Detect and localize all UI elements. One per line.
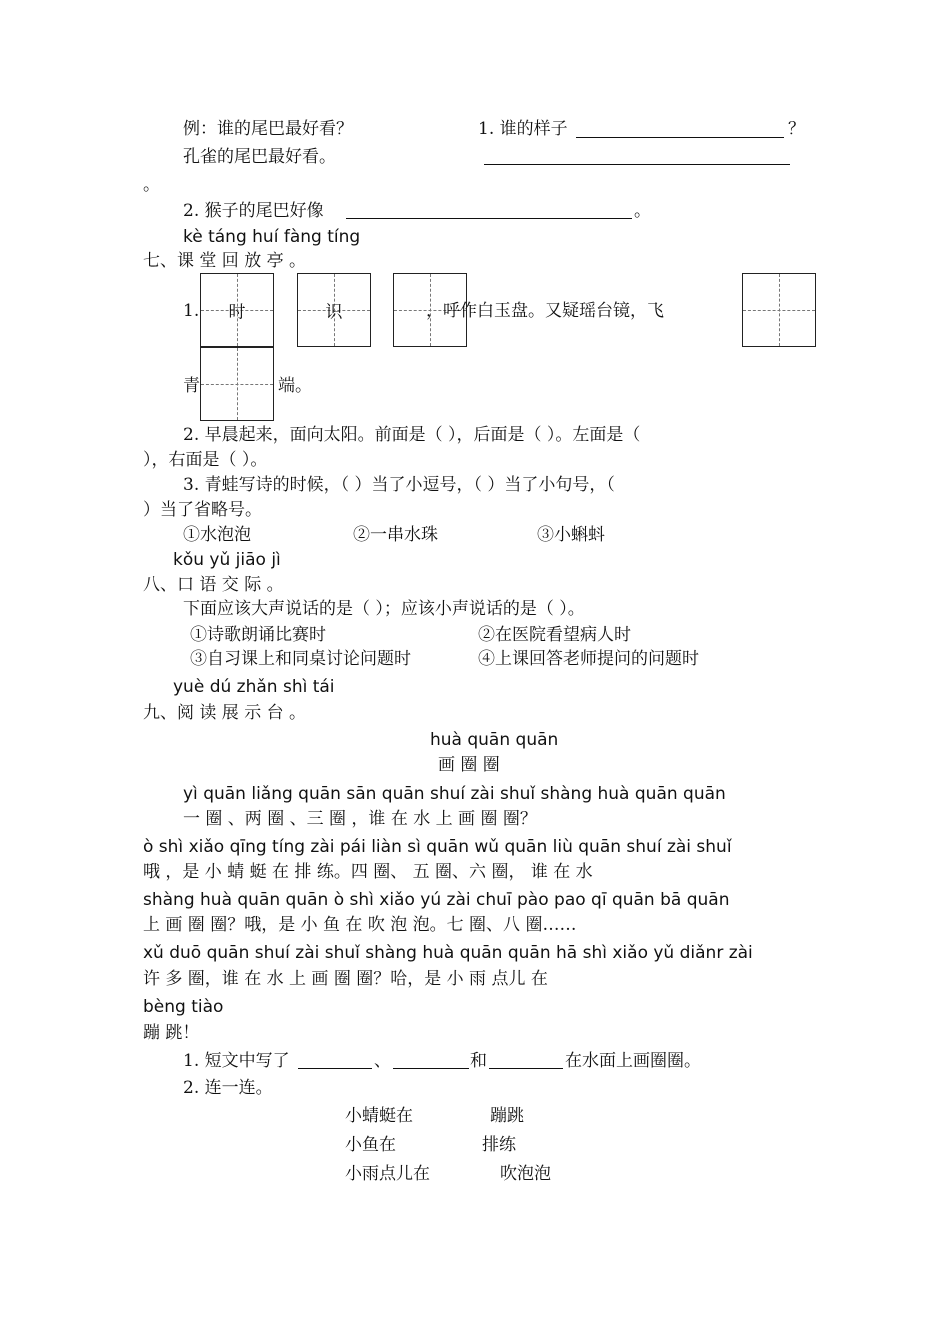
speaking-option-4: ④上课回答老师提问的问题时 [478, 649, 699, 669]
reading-blank-2[interactable] [393, 1068, 469, 1069]
section-8-heading: 八、口 语 交 际 。 [143, 575, 284, 595]
story-pinyin-2: ò shì xiǎo qīng tíng zài pái liàn sì quān wǔ quān liù quān shuí zài shuǐ [143, 837, 732, 857]
poem-line2-end: 端。 [278, 376, 312, 396]
option-3: ③小蝌蚪 [537, 525, 605, 545]
answer-blank-1[interactable] [576, 137, 784, 138]
story-pinyin-1: yì quān liǎng quān sān quān shuí zài shuǐ shàng huà quān quān [183, 784, 726, 804]
story-title-pinyin: huà quān quān [430, 730, 559, 750]
answer-blank-1b[interactable] [484, 164, 790, 165]
answer-blank-2[interactable] [346, 218, 632, 219]
example-answer: 孔雀的尾巴最好看。 [183, 147, 336, 167]
question-sunrise-line2: ），右面是（ ）。 [143, 450, 268, 470]
section-9-heading: 九、阅 读 展 示 台 。 [143, 703, 307, 723]
reading-question-1-prefix: 1. 短文中写了 [183, 1051, 290, 1071]
match-right-1[interactable]: 蹦跳 [490, 1106, 524, 1126]
speaking-option-1: ①诗歌朗诵比赛时 [190, 625, 326, 645]
poem-line2-start: 青 [183, 376, 200, 396]
reading-question-2: 2. 连一连。 [183, 1078, 273, 1098]
question-2-prefix: 2. 猴子的尾巴好像 [183, 201, 324, 221]
speaking-option-3: ③自习课上和同桌讨论问题时 [190, 649, 411, 669]
writing-box-2-char: 识 [325, 302, 343, 323]
match-left-3[interactable]: 小雨点儿在 [345, 1164, 430, 1184]
match-right-3[interactable]: 吹泡泡 [500, 1164, 551, 1184]
reading-question-1-sep1: 、 [374, 1051, 391, 1071]
reading-blank-3[interactable] [489, 1068, 563, 1069]
reading-question-1-suffix: 在水面上画圈圈。 [565, 1051, 701, 1071]
writing-box-1-char: 时 [228, 302, 246, 323]
question-1-prefix: 1. 谁的样子 [478, 119, 568, 139]
section-9-pinyin: yuè dú zhǎn shì tái [173, 677, 335, 697]
story-text-3: 上 画 圈 圈？哦，是 小 鱼 在 吹 泡 泡。七 圈、八 圈…… [143, 915, 577, 935]
speaking-option-2: ②在医院看望病人时 [478, 625, 631, 645]
question-1-suffix: ？ [788, 119, 805, 139]
reading-question-1-sep2: 和 [470, 1051, 487, 1071]
story-text-4: 许 多 圈，谁 在 水 上 画 圈 圈？哈，是 小 雨 点儿 在 [143, 969, 548, 989]
section-8-pinyin: kǒu yǔ jiāo jì [173, 550, 281, 570]
option-2: ②一串水珠 [353, 525, 438, 545]
story-text-5: 蹦 跳！ [143, 1023, 200, 1043]
writing-box-4[interactable] [742, 273, 816, 347]
match-left-1[interactable]: 小蜻蜓在 [345, 1106, 413, 1126]
story-text-2: 哦 ，是 小 蜻 蜓 在 排 练。四 圈、 五 圈、六 圈， 谁 在 水 [143, 862, 593, 882]
match-left-2[interactable]: 小鱼在 [345, 1135, 396, 1155]
stray-period: 。 [143, 175, 160, 195]
story-pinyin-4: xǔ duō quān shuí zài shuǐ shàng huà quān quān hā shì xiǎo yǔ diǎnr zài [143, 943, 753, 963]
example-question: 例：谁的尾巴最好看？ [183, 119, 353, 139]
writing-box-1[interactable] [200, 273, 274, 347]
poem-middle-text: ，呼作白玉盘。又疑瑶台镜，飞 [426, 301, 664, 321]
match-right-2[interactable]: 排练 [482, 1135, 516, 1155]
story-title: 画 圈 圈 [438, 755, 500, 775]
story-text-1: 一 圈 、两 圈 、三 圈 ，谁 在 水 上 画 圈 圈？ [183, 809, 537, 829]
question-frog-line1: 3. 青蛙写诗的时候，（ ）当了小逗号，（ ）当了小句号，（ [183, 475, 615, 495]
story-pinyin-5: bèng tiào [143, 997, 224, 1017]
question-sunrise-line1: 2. 早晨起来，面向太阳。前面是（ ），后面是（ ）。左面是（ [183, 425, 641, 445]
speaking-question: 下面应该大声说话的是（ ）；应该小声说话的是（ ）。 [183, 599, 585, 619]
poem-number: 1. [183, 301, 200, 321]
option-1: ①水泡泡 [183, 525, 251, 545]
story-pinyin-3: shàng huà quān quān ò shì xiǎo yú zài chuī pào pao qī quān bā quān [143, 890, 730, 910]
section-7-pinyin: kè táng huí fàng tíng [183, 227, 361, 247]
section-7-heading: 七、课 堂 回 放 亭 。 [143, 251, 307, 271]
question-2-suffix: 。 [634, 201, 651, 221]
reading-blank-1[interactable] [298, 1068, 372, 1069]
question-frog-line2: ）当了省略号。 [143, 500, 262, 520]
writing-box-5[interactable] [200, 347, 274, 421]
writing-box-2[interactable] [297, 273, 371, 347]
